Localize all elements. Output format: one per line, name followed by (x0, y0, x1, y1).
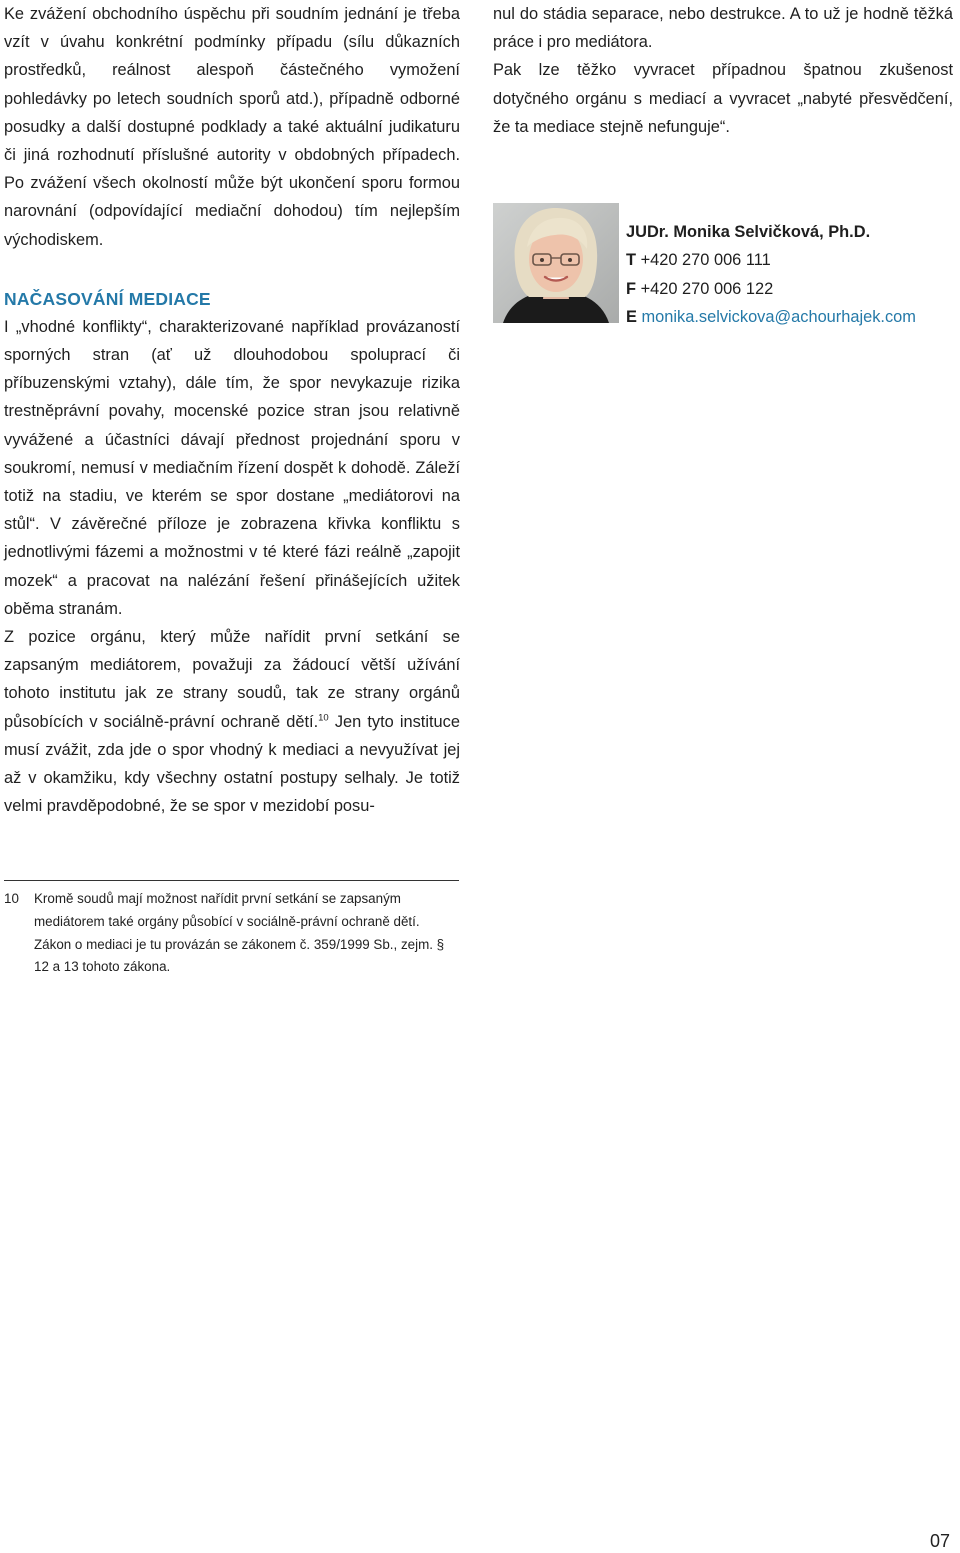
footnote-divider (4, 880, 459, 881)
paragraph-authority-text-end: Jen tyto instituce musí zvážit, zda jde o spor vhodný k mediaci a nevyužívat jej až v okamžiku, kdy všechny ostatní postupy selhaly. Je totiž velmi pravděpodobné, že se spor v mezidobí posu- (4, 712, 460, 816)
paragraph-authority-text-start: Z pozice orgánu, který může nařídit první setkání se zapsaným mediátorem, považuji za žádoucí větší užívání tohoto institutu jak ze strany soudů, tak ze strany orgánů působících v sociálně-právní ochraně dětí. (4, 628, 460, 731)
page-number: 07 (929, 1531, 950, 1551)
footnote-reference[interactable]: 10 (318, 712, 329, 724)
portrait-illustration (493, 203, 619, 323)
left-column (4, 0, 460, 820)
author-portrait (493, 203, 619, 323)
contact-phone[interactable]: +420 270 006 111 (640, 251, 771, 270)
footnote-text: Kromě soudů mají možnost nařídit první setkání se zapsaným mediátorem také orgány působící v sociálně-právní ochraně dětí. Zákon o mediaci je tu provázán se zákonem č. 359/1999 Sb., zejm. § 12 a 13 tohoto zákona. (34, 891, 445, 975)
contact-name: JUDr. Monika Selvičková, Ph.D. (626, 223, 871, 241)
email-label: E (626, 308, 637, 327)
section-heading-timing: NAČASOVÁNÍ MEDIACE (4, 288, 211, 309)
paragraph-authority-position (4, 623, 460, 820)
footnote (4, 888, 460, 979)
paragraph-continuation: nul do stádia separace, nebo destrukce. A to už je hodně těžká práce i pro mediátora. (493, 5, 953, 52)
paragraph-intro: Ke zvážení obchodního úspěchu při soudním jednání je třeba vzít v úvahu konkrétní podmínky případu (sílu důkazních prostředků, reálnost alespoň částečného vymožení pohledávky po letech soudních sporů atd.), případně odborné posudky a další dostupné podklady a také aktuální judikaturu či jiná rozhodnutí příslušné autority v obdobných případech. Po zvážení všech okolností může být ukončení sporu formou narovnání (odpovídající mediační dohodou) tím nejlepším východiskem. (4, 5, 460, 249)
phone-label: T (626, 251, 637, 270)
contact-phone-line (626, 246, 916, 274)
fax-label: F (626, 279, 637, 298)
contact-details (626, 218, 916, 332)
contact-fax: +420 270 006 122 (640, 279, 774, 298)
right-column (493, 0, 953, 327)
contact-email-link[interactable]: monika.selvickova@achourhajek.com (641, 308, 916, 327)
paragraph-timing: I „vhodné konflikty“, charakterizované například provázaností sporných stran (ať už dlouhodobou spoluprací či příbuzenskými vztahy), dále tím, že spor nevykazuje rizika trestněprávní povahy, mocenské pozice stran jsou relativně vyvážené a účastníci dávají přednost projednání sporu v soukromí, nemusí v mediačním řízení dospět k dohodě. Záleží totiž na stadiu, ve kterém se spor dostane „mediátorovi na stůl“. V závěrečné příloze je zobrazena křivka konfliktu s jednotlivými fázemi a možnostmi v té které fázi reálně „zapojit mozek“ a pracovat na nalézání řešení přinášejících užitek oběma stranám. (4, 317, 460, 618)
contact-email-line (626, 303, 916, 331)
contact-fax-line (626, 275, 916, 303)
footnote-number: 10 (4, 891, 19, 906)
paragraph-experience: Pak lze těžko vyvracet případnou špatnou zkušenost dotyčného orgánu s mediací a vyvracet „nabyté přesvědčení, že ta mediace stejně nefunguje“. (493, 61, 953, 136)
contact-card (493, 203, 953, 325)
